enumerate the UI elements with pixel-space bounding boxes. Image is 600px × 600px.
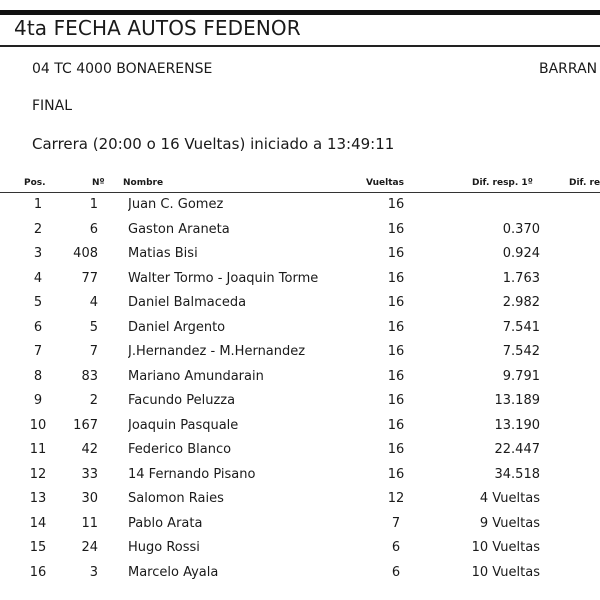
row-diff-first: 7.541 bbox=[502, 319, 540, 335]
row-laps: 16 bbox=[387, 197, 405, 212]
row-diff-first: 0.924 bbox=[502, 246, 540, 261]
table-header bbox=[0, 177, 600, 192]
row-laps: 16 bbox=[387, 393, 405, 408]
row-car-number: 408 bbox=[73, 246, 98, 261]
row-car-number: 83 bbox=[81, 368, 98, 384]
row-driver-name: Federico Blanco bbox=[128, 442, 232, 457]
row-diff-first: 7.542 bbox=[502, 344, 540, 359]
row-car-number: 6 bbox=[89, 221, 98, 237]
results-table bbox=[0, 193, 600, 585]
row-car-number: 1 bbox=[89, 197, 98, 212]
row-diff-first: 9 Vueltas bbox=[479, 515, 540, 531]
row-laps: 16 bbox=[387, 246, 405, 261]
row-position: 8 bbox=[33, 368, 43, 384]
row-car-number: 42 bbox=[81, 442, 98, 457]
row-car-number: 2 bbox=[89, 393, 98, 408]
row-diff-first: 34.518 bbox=[494, 466, 540, 482]
col-header-name: Nombre bbox=[123, 178, 164, 188]
table-row bbox=[0, 291, 600, 316]
page-title: 4ta FECHA AUTOS FEDENOR bbox=[14, 16, 301, 40]
table-row bbox=[0, 414, 600, 439]
row-position: 1 bbox=[33, 197, 43, 212]
row-laps: 16 bbox=[387, 221, 405, 237]
place-label: BARRAN bbox=[539, 61, 598, 77]
row-laps: 16 bbox=[387, 442, 405, 457]
table-row bbox=[0, 463, 600, 488]
row-position: 11 bbox=[29, 442, 47, 457]
row-laps: 6 bbox=[391, 540, 401, 555]
row-driver-name: Facundo Peluzza bbox=[128, 393, 236, 408]
row-diff-first: 13.190 bbox=[494, 417, 540, 433]
row-laps: 16 bbox=[387, 270, 405, 286]
row-laps: 16 bbox=[387, 368, 405, 384]
title-divider bbox=[0, 45, 600, 47]
row-laps: 7 bbox=[391, 515, 401, 531]
row-position: 16 bbox=[29, 564, 47, 580]
table-row bbox=[0, 340, 600, 365]
row-laps: 16 bbox=[387, 319, 405, 335]
race-info: Carrera (20:00 o 16 Vueltas) iniciado a 13:49:11 bbox=[32, 135, 395, 153]
row-car-number: 4 bbox=[89, 295, 98, 310]
col-header-pos: Pos. bbox=[24, 178, 46, 188]
row-diff-first: 10 Vueltas bbox=[471, 540, 540, 555]
row-car-number: 33 bbox=[81, 466, 98, 482]
category-label: 04 TC 4000 BONAERENSE bbox=[32, 61, 213, 77]
row-diff-first: 9.791 bbox=[502, 368, 540, 384]
table-row bbox=[0, 193, 600, 218]
row-laps: 16 bbox=[387, 466, 405, 482]
top-border bbox=[0, 10, 600, 15]
table-row bbox=[0, 487, 600, 512]
row-driver-name: Matias Bisi bbox=[128, 246, 198, 261]
row-diff-first: 1.763 bbox=[502, 270, 540, 286]
row-position: 10 bbox=[29, 417, 47, 433]
row-position: 12 bbox=[29, 466, 47, 482]
table-row bbox=[0, 267, 600, 292]
row-car-number: 167 bbox=[73, 417, 98, 433]
row-car-number: 24 bbox=[81, 540, 98, 555]
row-car-number: 5 bbox=[89, 319, 98, 335]
row-laps: 12 bbox=[387, 491, 405, 506]
row-driver-name: Mariano Amundarain bbox=[128, 368, 264, 384]
row-driver-name: Pablo Arata bbox=[128, 515, 203, 531]
row-diff-first: 22.447 bbox=[494, 442, 540, 457]
col-header-laps: Vueltas bbox=[366, 178, 404, 188]
row-position: 4 bbox=[33, 270, 43, 286]
table-row bbox=[0, 512, 600, 537]
row-laps: 16 bbox=[387, 344, 405, 359]
table-row bbox=[0, 389, 600, 414]
row-position: 6 bbox=[33, 319, 43, 335]
row-driver-name: Hugo Rossi bbox=[128, 540, 200, 555]
table-row bbox=[0, 438, 600, 463]
row-driver-name: J.Hernandez - M.Hernandez bbox=[128, 344, 306, 359]
row-diff-first: 4 Vueltas bbox=[479, 491, 540, 506]
row-driver-name: Daniel Argento bbox=[128, 319, 226, 335]
row-diff-first: 10 Vueltas bbox=[471, 564, 540, 580]
row-driver-name: Joaquin Pasquale bbox=[128, 417, 239, 433]
row-car-number: 77 bbox=[81, 270, 98, 286]
row-position: 14 bbox=[29, 515, 47, 531]
table-row bbox=[0, 536, 600, 561]
row-position: 13 bbox=[29, 491, 47, 506]
table-row bbox=[0, 242, 600, 267]
table-row bbox=[0, 218, 600, 243]
table-row bbox=[0, 316, 600, 341]
row-position: 9 bbox=[33, 393, 43, 408]
row-car-number: 3 bbox=[89, 564, 98, 580]
row-laps: 16 bbox=[387, 417, 405, 433]
col-header-diff-previous: Dif. re bbox=[569, 178, 600, 188]
row-driver-name: Daniel Balmaceda bbox=[128, 295, 247, 310]
row-position: 2 bbox=[33, 221, 43, 237]
row-driver-name: Marcelo Ayala bbox=[128, 564, 219, 580]
row-driver-name: Gaston Araneta bbox=[128, 221, 230, 237]
table-row bbox=[0, 561, 600, 586]
row-diff-first: 13.189 bbox=[494, 393, 540, 408]
row-car-number: 30 bbox=[81, 491, 98, 506]
row-car-number: 11 bbox=[81, 515, 98, 531]
col-header-diff-first: Dif. resp. 1º bbox=[472, 178, 533, 188]
table-row bbox=[0, 365, 600, 390]
row-position: 15 bbox=[29, 540, 47, 555]
row-laps: 6 bbox=[391, 564, 401, 580]
row-position: 3 bbox=[33, 246, 43, 261]
col-header-number: Nº bbox=[92, 178, 105, 188]
row-diff-first: 2.982 bbox=[502, 295, 540, 310]
row-driver-name: Walter Tormo - Joaquin Torme bbox=[128, 270, 319, 286]
row-laps: 16 bbox=[387, 295, 405, 310]
row-car-number: 7 bbox=[89, 344, 98, 359]
stage-label: FINAL bbox=[32, 98, 73, 114]
row-driver-name: Salomon Raies bbox=[128, 491, 224, 506]
row-position: 7 bbox=[33, 344, 43, 359]
row-diff-first: 0.370 bbox=[502, 221, 540, 237]
row-driver-name: Juan C. Gomez bbox=[128, 197, 224, 212]
row-position: 5 bbox=[33, 295, 43, 310]
row-driver-name: 14 Fernando Pisano bbox=[128, 466, 256, 482]
